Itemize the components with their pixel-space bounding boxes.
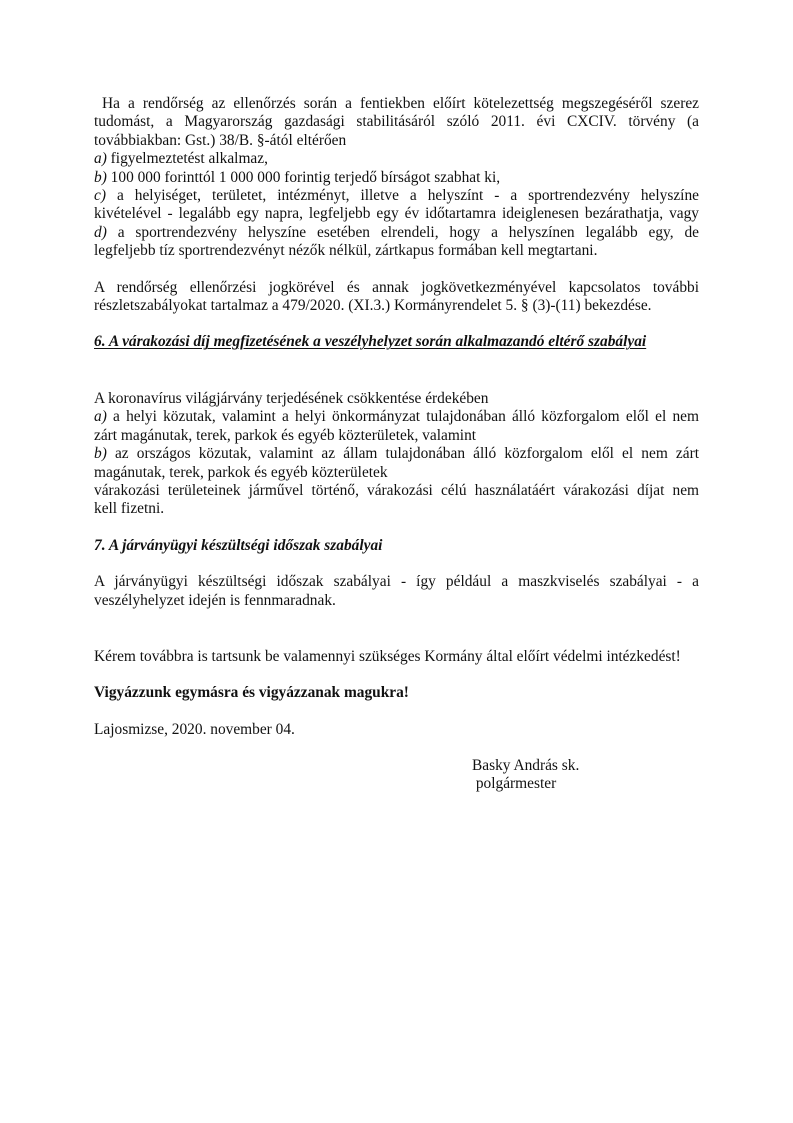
list-label: c): [94, 187, 106, 205]
list-text: figyelmeztetést alkalmaz,: [106, 150, 268, 168]
heading-text: 6. A várakozási díj megfizetésének a veszélyhelyzet során alkalmazandó eltérő szabályai: [94, 333, 647, 351]
paragraph-police-enforcement: [94, 95, 699, 261]
list-item-d: [94, 224, 699, 242]
list-item-c: [94, 187, 699, 205]
list-text-continued: magánutak, terek, parkok és egyéb közterületek: [94, 463, 388, 481]
list-text: a helyi közutak, valamint a helyi önkormányzat tulajdonában álló közforgalom elől el nem: [106, 408, 699, 426]
heading-text: 7. A járványügyi készültségi időszak szabályai: [94, 536, 383, 554]
list-text: a sportrendezvény helyszíne esetében elrendeli, hogy a helyszínen legalább egy, de: [106, 223, 699, 241]
signatory-name: Basky András sk.: [472, 757, 580, 774]
text-line: részletszabályokat tartalmaz a 479/2020. (XI.3.) Kormányrendelet 5. § (3)-(11) bekezdése.: [94, 297, 652, 315]
list-label: b): [94, 445, 107, 463]
place-and-date: [94, 721, 699, 739]
text-line: A járványügyi készültségi időszak szabályai - így például a maszkviselés szabályai - a: [94, 573, 699, 591]
paragraph-request: [94, 648, 699, 666]
list-text: az országos közutak, valamint az állam tulajdonában álló közforgalom elől el nem zárt: [106, 445, 699, 463]
list-label: a): [94, 150, 107, 168]
list-item-a: [94, 408, 699, 426]
section-6-heading: [94, 333, 699, 351]
date-text: Lajosmizse, 2020. november 04.: [94, 720, 295, 738]
text-line: kell fizetni.: [94, 500, 165, 518]
list-text: a helyiséget, területet, intézményt, illetve a helyszínt - a sportrendezvény helyszíne: [105, 187, 699, 205]
text-line: Kérem továbbra is tartsunk be valamennyi szükséges Kormány által előírt védelmi intézkedést!: [94, 647, 681, 665]
signatory-title: polgármester: [472, 775, 557, 793]
section-7-heading: [94, 537, 699, 555]
document-page: [94, 95, 699, 739]
text-line: A rendőrség ellenőrzési jogkörével és annak jogkövetkezményével kapcsolatos további: [94, 278, 699, 296]
paragraph-detailed-rules: [94, 279, 699, 316]
slogan-text: Vigyázzunk egymásra és vigyázzanak magukra!: [94, 684, 409, 702]
text-line: Ha a rendőrség az ellenőrzés során a fentiekben előírt kötelezettség megszegéséről szerez: [94, 95, 699, 112]
list-item-b: [94, 169, 699, 187]
list-text-continued: zárt magánutak, terek, parkok és egyéb közterületek, valamint: [94, 426, 477, 444]
text-line: továbbiakban: Gst.) 38/B. §-ától eltérően: [94, 131, 347, 149]
paragraph-epidemic-rules: [94, 573, 699, 610]
paragraph-parking-fee: [94, 390, 699, 519]
list-item-b: [94, 445, 699, 463]
list-label: d): [94, 223, 107, 241]
list-text-continued: legfeljebb tíz sportrendezvényt nézők nélkül, zártkapus formában kell megtartani.: [94, 242, 598, 260]
list-text: 100 000 forinttól 1 000 000 forintig terjedő bírságot szabhat ki,: [106, 168, 501, 186]
list-text-continued: kivételével - legalább egy napra, legfeljebb egy év időtartamra ideiglenesen bezárathatja, vagy: [94, 205, 699, 223]
text-line: veszélyhelyzet idején is fennmaradnak.: [94, 591, 336, 609]
text-line: tudomást, a Magyarország gazdasági stabilitásáról szóló 2011. évi CXCIV. törvény (a: [94, 113, 699, 131]
list-label: a): [94, 408, 107, 426]
paragraph-slogan: [94, 684, 699, 702]
text-line: A koronavírus világjárvány terjedésének csökkentése érdekében: [94, 389, 489, 407]
text-line: várakozási területeinek járművel történő, várakozási célú használatáért várakozási díjat nem: [94, 481, 699, 499]
list-item-a: [94, 150, 699, 168]
signature-block: [472, 757, 579, 794]
list-label: b): [94, 168, 107, 186]
